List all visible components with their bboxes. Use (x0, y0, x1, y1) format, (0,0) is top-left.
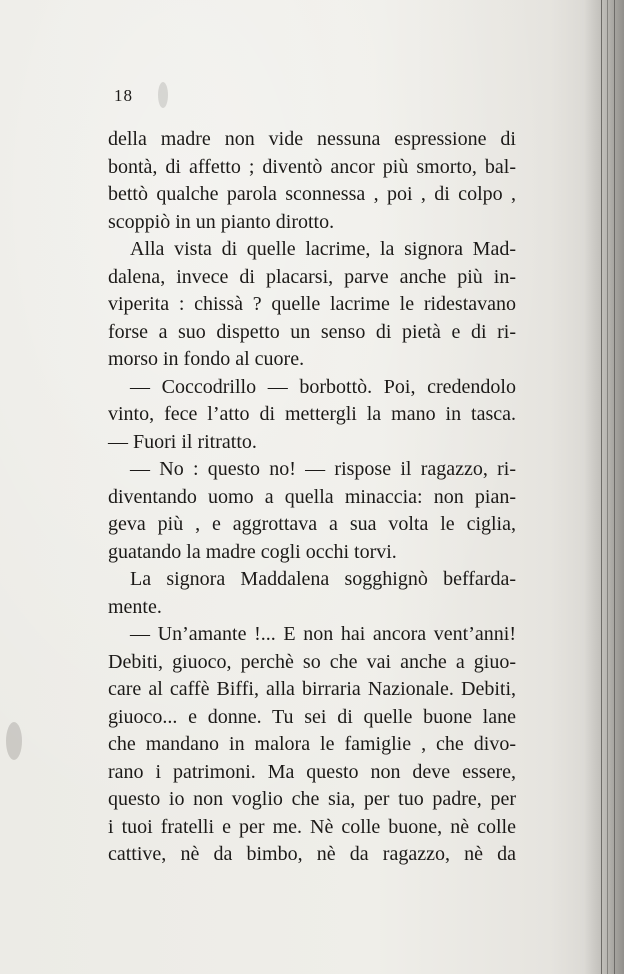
page-edge-line (607, 0, 608, 974)
text-line: che mandano in malora le famiglie , che divo- (108, 733, 516, 755)
text-line: cattive, nè da bimbo, nè da ragazzo, nè da (108, 843, 516, 865)
text-line: forse a suo dispetto un senso di pietà e di ri- (108, 320, 516, 343)
text-line: geva più , e aggrottava a sua volta le ciglia, (108, 513, 516, 535)
text-line: scoppiò in un pianto dirotto. (108, 210, 335, 233)
text-line: rano i patrimoni. Ma questo non deve essere, (108, 760, 516, 783)
text-line: Alla vista di quelle lacrime, la signora Mad- (130, 238, 516, 260)
page-edge-shadow (584, 0, 624, 974)
text-line: care al caffè Biffi, alla birraria Nazionale. Debiti, (108, 678, 516, 700)
text-line: questo io non voglio che sia, per tuo padre, per (108, 788, 516, 810)
ink-smudge (6, 722, 22, 760)
page-number: 18 (114, 86, 133, 105)
text-line: bontà, di affetto ; diventò ancor più smorto, bal- (108, 155, 516, 178)
text-line: morso in fondo al cuore. (108, 348, 305, 370)
text-line: giuoco... e donne. Tu sei di quelle buone lane (108, 705, 516, 728)
text-line: diventando uomo a quella minaccia: non pian- (108, 485, 516, 508)
body-text (108, 126, 516, 869)
text-line: Debiti, giuoco, perchè so che vai anche a giuo- (108, 650, 516, 673)
text-line: i tuoi fratelli e per me. Nè colle buone, nè colle (108, 815, 516, 838)
text-line: dalena, invece di placarsi, parve anche più in- (108, 265, 516, 288)
text-line: bettò qualche parola sconnessa , poi , di colpo , (108, 183, 516, 205)
page-edge-line (614, 0, 615, 974)
text-line: vinto, fece l’atto di mettergli la mano in tasca. (108, 403, 516, 425)
text-line: — No : questo no! — rispose il ragazzo, ri- (130, 458, 516, 480)
text-line: viperita : chissà ? quelle lacrime le ridestavano (108, 293, 516, 315)
page-edge-line (601, 0, 602, 974)
text-line: — Un’amante !... E non hai ancora vent’anni! (130, 623, 516, 645)
text-line: mente. (108, 595, 162, 618)
text-line: guatando la madre cogli occhi torvi. (108, 540, 397, 563)
ink-smudge (158, 82, 168, 108)
text-line: — Coccodrillo — borbottò. Poi, credendolo (130, 375, 516, 398)
text-line: La signora Maddalena sogghignò beffarda- (130, 568, 516, 590)
text-line: della madre non vide nessuna espressione di (108, 128, 516, 150)
text-line: — Fuori il ritratto. (108, 430, 257, 453)
